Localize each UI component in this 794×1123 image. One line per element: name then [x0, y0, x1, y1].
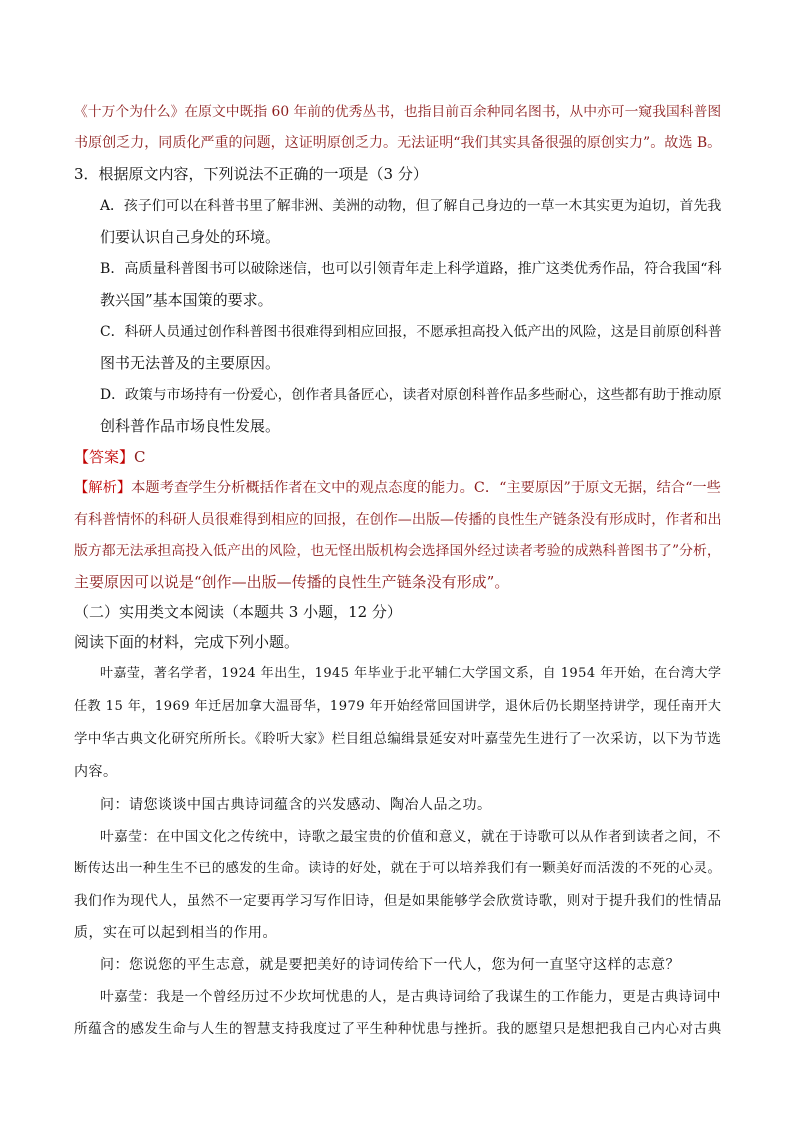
- section-2-heading: （二）实用类文本阅读（本题共 3 小题，12 分）: [74, 603, 402, 621]
- option-d-line-2: 创科普作品市场良性发展。: [100, 417, 281, 435]
- option-b-line-2: 教兴国”基本国策的要求。: [100, 291, 273, 309]
- interview-answer-2-line-1: 叶嘉莹：我是一个曾经历过不少坎坷忧患的人，是古典诗词给了我谋生的工作能力，更是古典诗词中: [100, 989, 721, 1005]
- analysis-line-4: 主要原因可以说是“创作—出版—传播的良性生产链条没有形成”。: [74, 573, 510, 591]
- passage-intro-line-1: 叶嘉莹，著名学者，1924 年出生，1945 年毕业于北平辅仁大学国文系，自 1954 年开始，在台湾大学: [100, 666, 722, 681]
- option-a-line-2: 们要认识自己身处的环境。: [100, 228, 281, 246]
- option-b-line-1: B．高质量科普图书可以破除迷信，也可以引领青年走上科学道路，推广这类优秀作品，符合我国“科: [100, 261, 722, 277]
- prev-explanation-line-1: 《十万个为什么》在原文中既指 60 年前的优秀丛书，也指目前百余种同名图书，从中亦可一窥我国科普图: [74, 104, 722, 120]
- passage-intro-line-2: 任教 15 年，1969 年迁居加拿大温哥华，1979 年开始经常回国讲学，退休后仍长期坚持讲学，现任南开大: [74, 699, 722, 714]
- option-c-line-1: C．科研人员通过创作科普图书很难得到相应回报，不愿承担高投入低产出的风险，这是目前原创科普: [100, 324, 722, 340]
- interview-question-1: 问：请您谈谈中国古典诗词蕴含的兴发感动、陶冶人品之功。: [100, 797, 492, 813]
- analysis-line-3: 版方都无法承担高投入低产出的风险，也无怪出版机构会选择国外经过读者考验的成熟科普图书了”分析，: [74, 543, 721, 559]
- interview-answer-1-line-4: 质，实在可以起到相当的作用。: [74, 925, 277, 941]
- option-d-line-1: D．政策与市场持有一份爱心，创作者具备匠心，读者对原创科普作品多些耐心，这些都有助于推动原: [100, 387, 722, 403]
- interview-answer-1-line-2: 断传达出一种生生不已的感发的生命。读诗的好处，就在于可以培养我们有一颗美好而活泼的不死的心灵。: [74, 861, 722, 876]
- answer-value: C: [134, 448, 146, 466]
- interview-answer-1-line-1: 叶嘉莹：在中国文化之传统中，诗歌之最宝贵的价值和意义，就在于诗歌可以从作者到读者之间，不: [100, 829, 721, 845]
- analysis-tag: 【解析】: [74, 480, 132, 496]
- answer-row: [74, 447, 146, 467]
- question-3-stem: 3．根据原文内容，下列说法不正确的一项是（3 分）: [74, 165, 428, 183]
- analysis-line-2: 有科普情怀的科研人员很难得到相应的回报，在创作—出版—传播的良性生产链条没有形成时，作者和出: [74, 512, 722, 528]
- interview-answer-1-line-3: 我们作为现代人，虽然不一定要再学习写作旧诗，但是如果能够学会欣赏诗歌，则对于提升我们的性情品: [74, 893, 722, 909]
- option-c-line-2: 图书无法普及的主要原因。: [100, 354, 281, 372]
- interview-answer-2-line-2: 所蕴含的感发生命与人生的智慧支持我度过了平生种种忧患与挫折。我的愿望只是想把我自己内心对古典: [74, 1021, 722, 1037]
- section-2-instruction: 阅读下面的材料，完成下列小题。: [74, 633, 300, 651]
- passage-intro-line-3: 学中华古典文化研究所所长。《聆听大家》栏目组总编缉景延安对叶嘉莹先生进行了一次采访，以下为节选: [74, 732, 722, 747]
- answer-tag: 【答案】: [74, 448, 135, 466]
- option-a-line-1: A．孩子们可以在科普书里了解非洲、美洲的动物，但了解自己身边的一草一木其实更为迫切，首先我: [100, 198, 722, 214]
- analysis-line-1: [74, 478, 721, 498]
- interview-question-2: 问：您说您的平生志意，就是要把美好的诗词传给下一代人，您为何一直坚守这样的志意？: [100, 957, 680, 973]
- prev-explanation-line-2: 书原创乏力，同质化严重的问题，这证明原创乏力。无法证明“我们其实具备很强的原创实力”。故选 B。: [74, 135, 722, 151]
- passage-intro-line-4: 内容。: [74, 764, 118, 780]
- analysis-text-1: 本题考查学生分析概括作者在文中的观点态度的能力。C．“主要原因”于原文无据，结合“一些: [131, 480, 721, 496]
